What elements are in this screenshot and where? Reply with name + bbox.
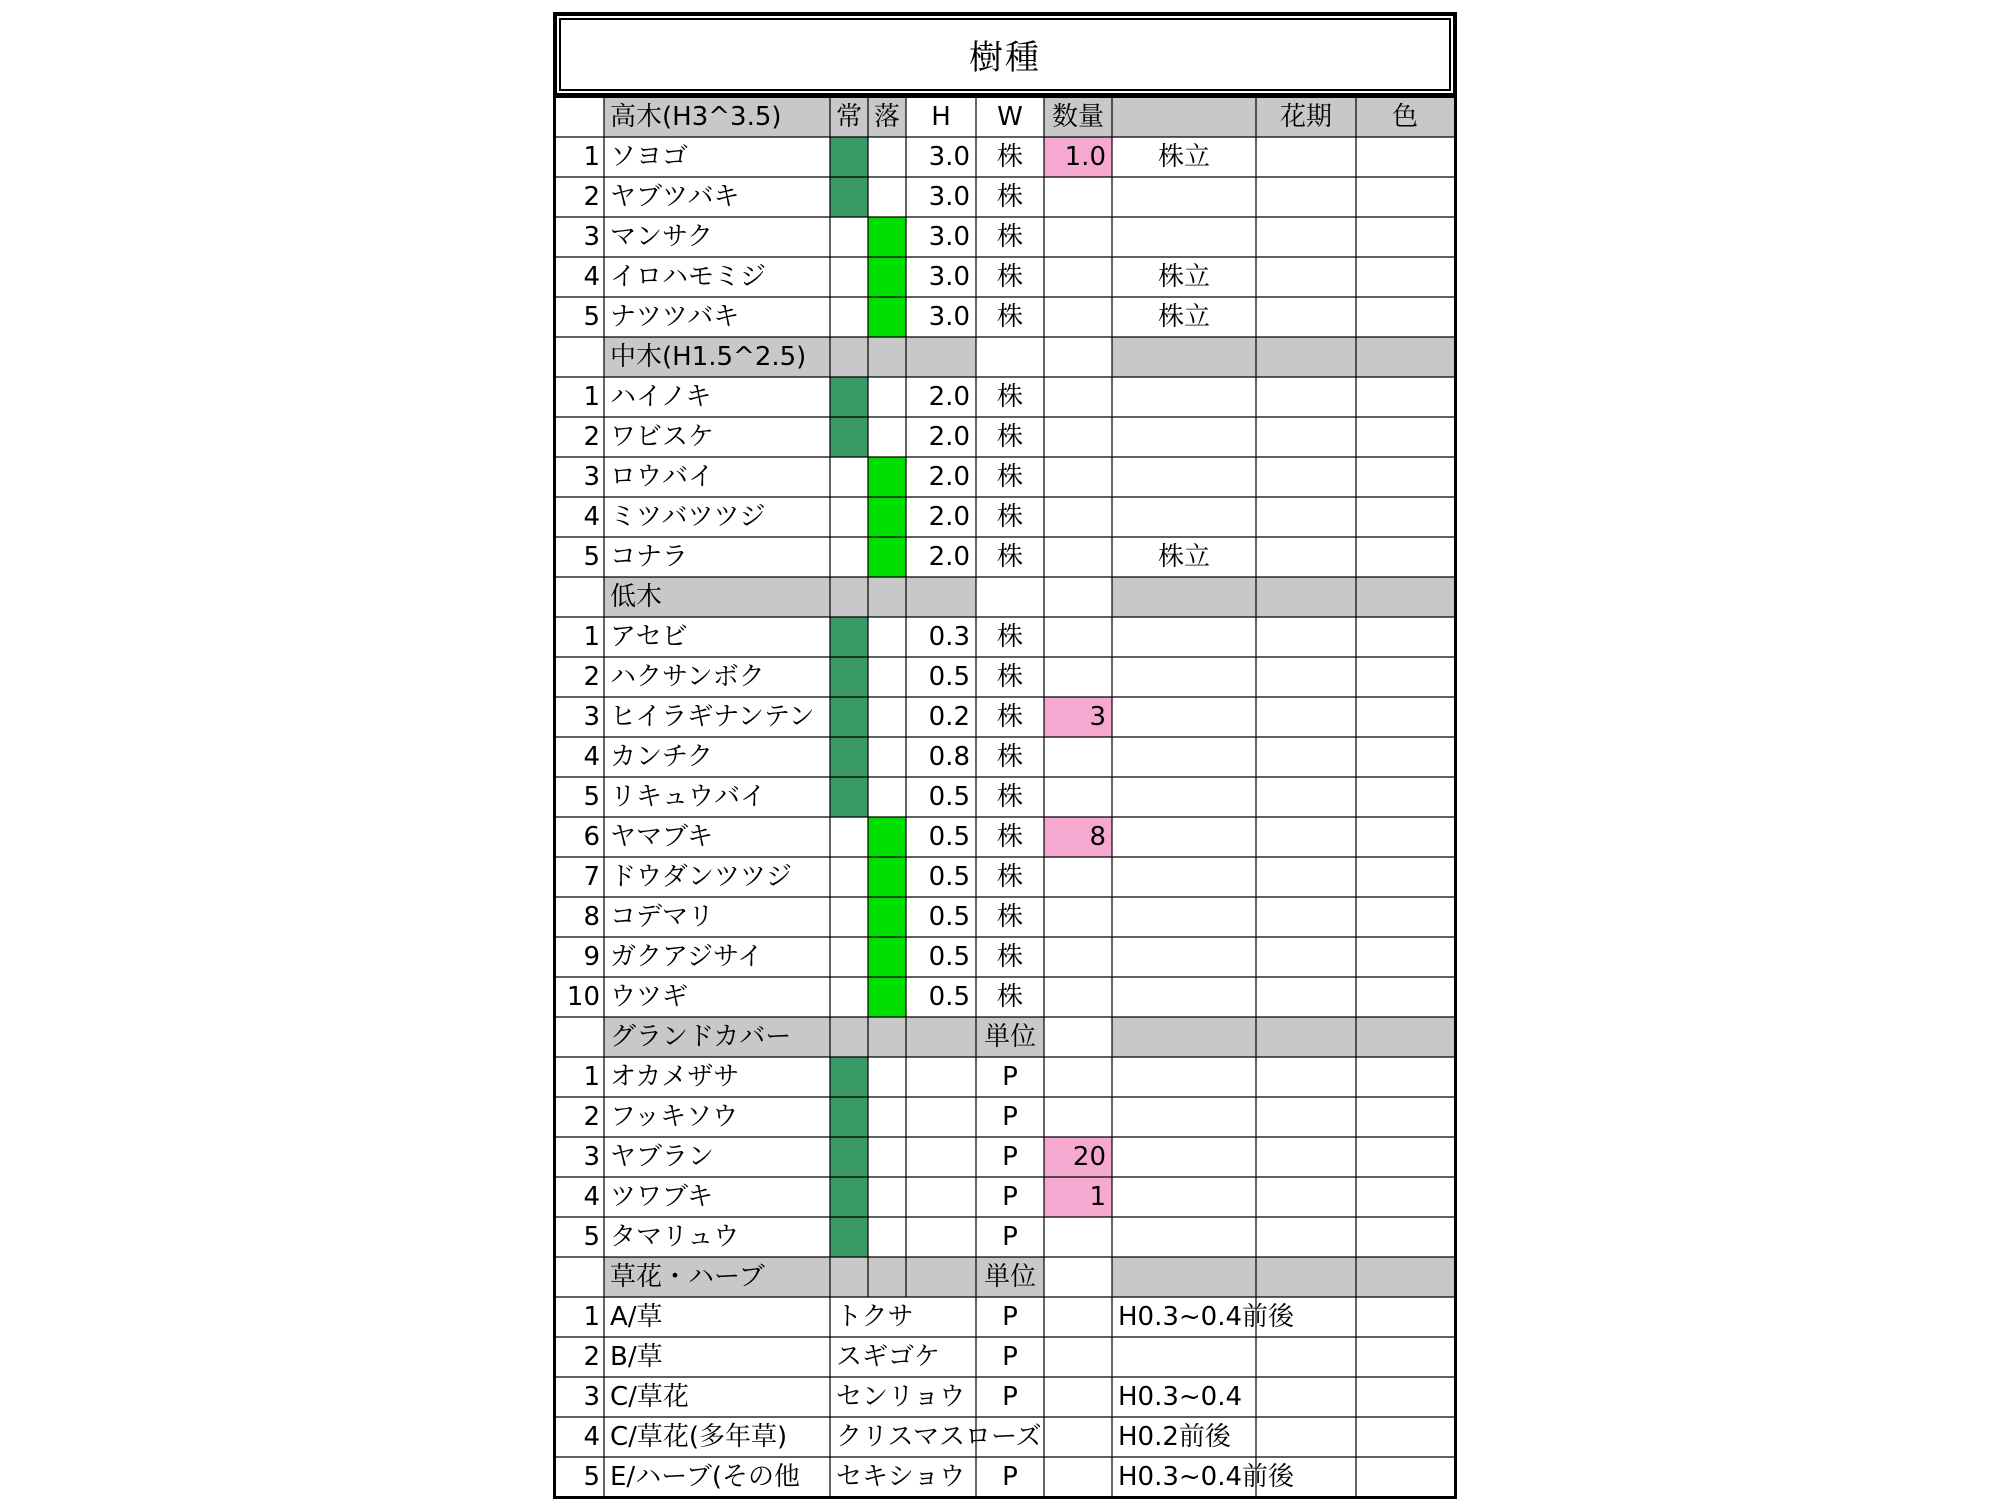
note-value bbox=[1112, 857, 1256, 897]
height-value bbox=[906, 1097, 976, 1137]
species-name: ハイノキ bbox=[610, 382, 712, 412]
height-value bbox=[906, 1057, 976, 1097]
herb-species: セキショウ bbox=[836, 1462, 966, 1492]
evergreen-marker bbox=[830, 1137, 868, 1177]
height-value: 3.0 bbox=[928, 142, 970, 172]
height-value: 0.5 bbox=[928, 902, 970, 932]
quantity-value bbox=[1044, 457, 1112, 497]
quantity-value bbox=[1044, 177, 1112, 217]
unit-value: 株 bbox=[996, 902, 1023, 932]
section-heading: 草花・ハーブ bbox=[610, 1262, 765, 1292]
row-number: 1 bbox=[583, 1302, 600, 1332]
section-cell-bg bbox=[906, 1017, 976, 1057]
quantity-value bbox=[1044, 217, 1112, 257]
evergreen-marker bbox=[830, 137, 868, 177]
quantity-value bbox=[1044, 857, 1112, 897]
height-value: 3.0 bbox=[928, 182, 970, 212]
herb-category: A/草 bbox=[610, 1302, 663, 1332]
unit-value: 株 bbox=[996, 702, 1023, 732]
note-value: 株立 bbox=[1157, 542, 1210, 572]
deciduous-marker bbox=[868, 937, 906, 977]
species-name: マンサク bbox=[610, 222, 713, 252]
herb-category: B/草 bbox=[610, 1342, 663, 1372]
unit-value: 株 bbox=[996, 142, 1023, 172]
quantity-value bbox=[1044, 737, 1112, 777]
note-value bbox=[1112, 1177, 1256, 1217]
height-value bbox=[906, 1177, 976, 1217]
unit-value: 株 bbox=[996, 742, 1023, 772]
height-value: 2.0 bbox=[928, 382, 970, 412]
row-number: 2 bbox=[583, 662, 600, 692]
deciduous-marker bbox=[868, 537, 906, 577]
herb-species: センリョウ bbox=[836, 1382, 966, 1412]
note-value bbox=[1112, 737, 1256, 777]
row-number: 4 bbox=[583, 262, 600, 292]
height-value: 0.2 bbox=[928, 702, 970, 732]
unit-value: 株 bbox=[996, 222, 1023, 252]
note-value bbox=[1112, 1217, 1256, 1257]
height-value bbox=[906, 1137, 976, 1177]
unit-value bbox=[976, 1417, 1044, 1457]
height-value: 2.0 bbox=[928, 422, 970, 452]
unit-value: 株 bbox=[996, 622, 1023, 652]
deciduous-marker bbox=[868, 497, 906, 537]
header-deciduous: 落 bbox=[873, 102, 900, 132]
quantity-value bbox=[1044, 1097, 1112, 1137]
header-color: 色 bbox=[1391, 102, 1418, 132]
species-name: ミツバツツジ bbox=[610, 502, 766, 532]
deciduous-marker bbox=[868, 297, 906, 337]
quantity-value: 8 bbox=[1089, 822, 1106, 852]
section-cell-bg bbox=[1356, 577, 1454, 617]
herb-category: C/草花 bbox=[610, 1382, 689, 1412]
height-value: 3.0 bbox=[928, 262, 970, 292]
height-value bbox=[906, 1217, 976, 1257]
row-number: 1 bbox=[583, 142, 600, 172]
unit-value: P bbox=[1002, 1342, 1018, 1372]
quantity-value bbox=[1044, 537, 1112, 577]
note-value: H0.2前後 bbox=[1118, 1422, 1231, 1452]
section-cell-bg bbox=[1112, 337, 1256, 377]
note-value bbox=[1112, 457, 1256, 497]
note-value: 株立 bbox=[1157, 262, 1210, 292]
unit-value: 株 bbox=[996, 262, 1023, 292]
quantity-value: 3 bbox=[1089, 702, 1106, 732]
row-number: 5 bbox=[583, 1462, 600, 1492]
row-number: 4 bbox=[583, 502, 600, 532]
section-cell-bg bbox=[1256, 1257, 1356, 1297]
note-value bbox=[1112, 1337, 1256, 1377]
height-value: 0.3 bbox=[928, 622, 970, 652]
header-name: 高木(H3^3.5) bbox=[610, 102, 782, 132]
note-value bbox=[1112, 897, 1256, 937]
species-name: ナツツバキ bbox=[610, 302, 740, 332]
section-cell-bg bbox=[868, 577, 906, 617]
quantity-value bbox=[1044, 497, 1112, 537]
unit-value: P bbox=[1002, 1222, 1018, 1252]
row-number: 10 bbox=[566, 982, 600, 1012]
section-cell-bg bbox=[1112, 1017, 1256, 1057]
species-name: ヤブラン bbox=[610, 1142, 715, 1172]
evergreen-marker bbox=[830, 1177, 868, 1217]
header-quantity: 数量 bbox=[1051, 102, 1104, 132]
row-number: 5 bbox=[583, 302, 600, 332]
unit-value: 株 bbox=[996, 302, 1023, 332]
header-width: W bbox=[997, 102, 1023, 132]
height-value: 2.0 bbox=[928, 462, 970, 492]
evergreen-marker bbox=[830, 177, 868, 217]
quantity-value bbox=[1044, 777, 1112, 817]
species-name: リキュウバイ bbox=[610, 782, 767, 812]
height-value: 3.0 bbox=[928, 302, 970, 332]
deciduous-marker bbox=[868, 217, 906, 257]
note-value bbox=[1112, 1057, 1256, 1097]
herb-species: クリスマスローズ bbox=[836, 1422, 1042, 1452]
species-name: ウツギ bbox=[610, 982, 689, 1012]
species-name: フッキソウ bbox=[610, 1102, 739, 1132]
quantity-value bbox=[1044, 257, 1112, 297]
row-number: 8 bbox=[583, 902, 600, 932]
note-value bbox=[1112, 1097, 1256, 1137]
unit-value: 株 bbox=[996, 942, 1023, 972]
evergreen-marker bbox=[830, 737, 868, 777]
quantity-value bbox=[1044, 1217, 1112, 1257]
species-table bbox=[553, 97, 1457, 1499]
section-cell-bg bbox=[1256, 577, 1356, 617]
evergreen-marker bbox=[830, 657, 868, 697]
height-value: 2.0 bbox=[928, 502, 970, 532]
deciduous-marker bbox=[868, 257, 906, 297]
section-cell-bg bbox=[1356, 337, 1454, 377]
quantity-value bbox=[1044, 1057, 1112, 1097]
evergreen-marker bbox=[830, 1217, 868, 1257]
evergreen-marker bbox=[830, 417, 868, 457]
header-flower-period: 花期 bbox=[1279, 102, 1332, 132]
note-value bbox=[1112, 817, 1256, 857]
species-name: ドウダンツツジ bbox=[610, 862, 793, 892]
species-name: ヒイラギナンテン bbox=[610, 702, 815, 732]
quantity-value: 1.0 bbox=[1064, 142, 1106, 172]
height-value: 0.5 bbox=[928, 942, 970, 972]
deciduous-marker bbox=[868, 897, 906, 937]
species-name: ヤマブキ bbox=[610, 822, 713, 852]
section-cell-bg bbox=[906, 1257, 976, 1297]
evergreen-marker bbox=[830, 1057, 868, 1097]
section-cell-bg bbox=[906, 577, 976, 617]
species-name: オカメザサ bbox=[610, 1062, 740, 1092]
height-value: 0.5 bbox=[928, 822, 970, 852]
unit-value: P bbox=[1002, 1302, 1018, 1332]
species-name: コナラ bbox=[610, 542, 689, 572]
section-heading: 低木 bbox=[610, 582, 663, 612]
species-name: ヤブツバキ bbox=[610, 182, 740, 212]
species-name: ロウバイ bbox=[610, 462, 715, 492]
quantity-value: 20 bbox=[1072, 1142, 1106, 1172]
section-cell-bg bbox=[1356, 1257, 1454, 1297]
unit-value: 株 bbox=[996, 982, 1023, 1012]
section-cell-bg bbox=[1356, 1017, 1454, 1057]
row-number: 5 bbox=[583, 1222, 600, 1252]
section-heading: 中木(H1.5^2.5) bbox=[610, 342, 807, 372]
section-cell-bg bbox=[830, 337, 868, 377]
species-name: アセビ bbox=[610, 622, 688, 652]
section-cell-bg bbox=[868, 337, 906, 377]
quantity-value bbox=[1044, 297, 1112, 337]
note-value bbox=[1112, 617, 1256, 657]
species-name: イロハモミジ bbox=[610, 262, 767, 292]
header-cell-bg bbox=[1112, 97, 1256, 137]
sheet-title: 樹種 bbox=[553, 12, 1457, 97]
section-cell-bg bbox=[1256, 337, 1356, 377]
section-cell-bg bbox=[1112, 1257, 1256, 1297]
row-number: 2 bbox=[583, 1342, 600, 1372]
evergreen-marker bbox=[830, 377, 868, 417]
quantity-value bbox=[1044, 937, 1112, 977]
row-number: 9 bbox=[583, 942, 600, 972]
section-heading: グランドカバー bbox=[610, 1022, 792, 1052]
evergreen-marker bbox=[830, 777, 868, 817]
header-evergreen: 常 bbox=[835, 102, 862, 132]
unit-value: 株 bbox=[996, 862, 1023, 892]
section-cell-bg bbox=[830, 1017, 868, 1057]
note-value: 株立 bbox=[1157, 142, 1210, 172]
row-number: 3 bbox=[583, 1382, 600, 1412]
deciduous-marker bbox=[868, 977, 906, 1017]
quantity-value bbox=[1044, 897, 1112, 937]
row-number: 5 bbox=[583, 782, 600, 812]
section-cell-bg bbox=[868, 1017, 906, 1057]
row-number: 4 bbox=[583, 742, 600, 772]
note-value bbox=[1112, 217, 1256, 257]
section-cell-bg bbox=[830, 577, 868, 617]
section-cell-bg bbox=[1256, 1017, 1356, 1057]
species-name: タマリュウ bbox=[610, 1222, 740, 1252]
row-number: 1 bbox=[583, 622, 600, 652]
note-value bbox=[1112, 377, 1256, 417]
header-height: H bbox=[931, 102, 951, 132]
quantity-value bbox=[1044, 977, 1112, 1017]
note-value: 株立 bbox=[1157, 302, 1210, 332]
note-value: H0.3~0.4前後 bbox=[1118, 1302, 1295, 1332]
note-value bbox=[1112, 497, 1256, 537]
row-number: 2 bbox=[583, 182, 600, 212]
herb-category: C/草花(多年草) bbox=[610, 1422, 788, 1452]
note-value: H0.3~0.4 bbox=[1118, 1382, 1243, 1412]
row-number: 2 bbox=[583, 422, 600, 452]
row-number: 3 bbox=[583, 462, 600, 492]
note-value bbox=[1112, 697, 1256, 737]
species-name: コデマリ bbox=[610, 902, 715, 932]
herb-category: E/ハーブ(その他 bbox=[610, 1462, 801, 1492]
unit-value: 株 bbox=[996, 422, 1023, 452]
height-value: 3.0 bbox=[928, 222, 970, 252]
row-number: 4 bbox=[583, 1422, 600, 1452]
unit-value: P bbox=[1002, 1142, 1018, 1172]
quantity-value: 1 bbox=[1089, 1182, 1106, 1212]
note-value bbox=[1112, 777, 1256, 817]
unit-value: P bbox=[1002, 1182, 1018, 1212]
species-name: ワビスケ bbox=[610, 422, 715, 452]
note-value bbox=[1112, 977, 1256, 1017]
row-number: 4 bbox=[583, 1182, 600, 1212]
species-name: カンチク bbox=[610, 742, 713, 772]
herb-species: トクサ bbox=[836, 1302, 914, 1332]
note-value bbox=[1112, 657, 1256, 697]
unit-value: P bbox=[1002, 1062, 1018, 1092]
unit-value: 株 bbox=[996, 542, 1023, 572]
row-number: 7 bbox=[583, 862, 600, 892]
unit-value: 株 bbox=[996, 782, 1023, 812]
species-name: ツワブキ bbox=[610, 1182, 713, 1212]
section-unit: 単位 bbox=[983, 1262, 1036, 1292]
section-cell-bg bbox=[868, 1257, 906, 1297]
height-value: 2.0 bbox=[928, 542, 970, 572]
note-value bbox=[1112, 937, 1256, 977]
row-number: 2 bbox=[583, 1102, 600, 1132]
section-unit: 単位 bbox=[983, 1022, 1036, 1052]
unit-value: 株 bbox=[996, 182, 1023, 212]
species-name: ソヨゴ bbox=[610, 142, 689, 172]
quantity-value bbox=[1044, 417, 1112, 457]
quantity-value bbox=[1044, 617, 1112, 657]
species-name: ガクアジサイ bbox=[610, 942, 764, 972]
unit-value: 株 bbox=[996, 462, 1023, 492]
deciduous-marker bbox=[868, 857, 906, 897]
height-value: 0.5 bbox=[928, 782, 970, 812]
unit-value: 株 bbox=[996, 382, 1023, 412]
unit-value: P bbox=[1002, 1382, 1018, 1412]
row-number: 6 bbox=[583, 822, 600, 852]
unit-value: P bbox=[1002, 1462, 1018, 1492]
unit-value: 株 bbox=[996, 822, 1023, 852]
evergreen-marker bbox=[830, 697, 868, 737]
row-number: 3 bbox=[583, 702, 600, 732]
row-number: 5 bbox=[583, 542, 600, 572]
quantity-value bbox=[1044, 377, 1112, 417]
evergreen-marker bbox=[830, 1097, 868, 1137]
height-value: 0.5 bbox=[928, 982, 970, 1012]
deciduous-marker bbox=[868, 817, 906, 857]
unit-value: P bbox=[1002, 1102, 1018, 1132]
height-value: 0.8 bbox=[928, 742, 970, 772]
note-value bbox=[1112, 177, 1256, 217]
deciduous-marker bbox=[868, 457, 906, 497]
note-value: H0.3~0.4前後 bbox=[1118, 1462, 1295, 1492]
quantity-value bbox=[1044, 657, 1112, 697]
section-cell-bg bbox=[1112, 577, 1256, 617]
unit-value: 株 bbox=[996, 662, 1023, 692]
height-value: 0.5 bbox=[928, 862, 970, 892]
row-number: 1 bbox=[583, 382, 600, 412]
herb-species: スギゴケ bbox=[836, 1342, 941, 1372]
evergreen-marker bbox=[830, 617, 868, 657]
row-number: 3 bbox=[583, 222, 600, 252]
species-name: ハクサンボク bbox=[610, 662, 765, 692]
unit-value: 株 bbox=[996, 502, 1023, 532]
row-number: 1 bbox=[583, 1062, 600, 1092]
row-number: 3 bbox=[583, 1142, 600, 1172]
note-value bbox=[1112, 1137, 1256, 1177]
height-value: 0.5 bbox=[928, 662, 970, 692]
note-value bbox=[1112, 417, 1256, 457]
section-cell-bg bbox=[830, 1257, 868, 1297]
section-cell-bg bbox=[906, 337, 976, 377]
